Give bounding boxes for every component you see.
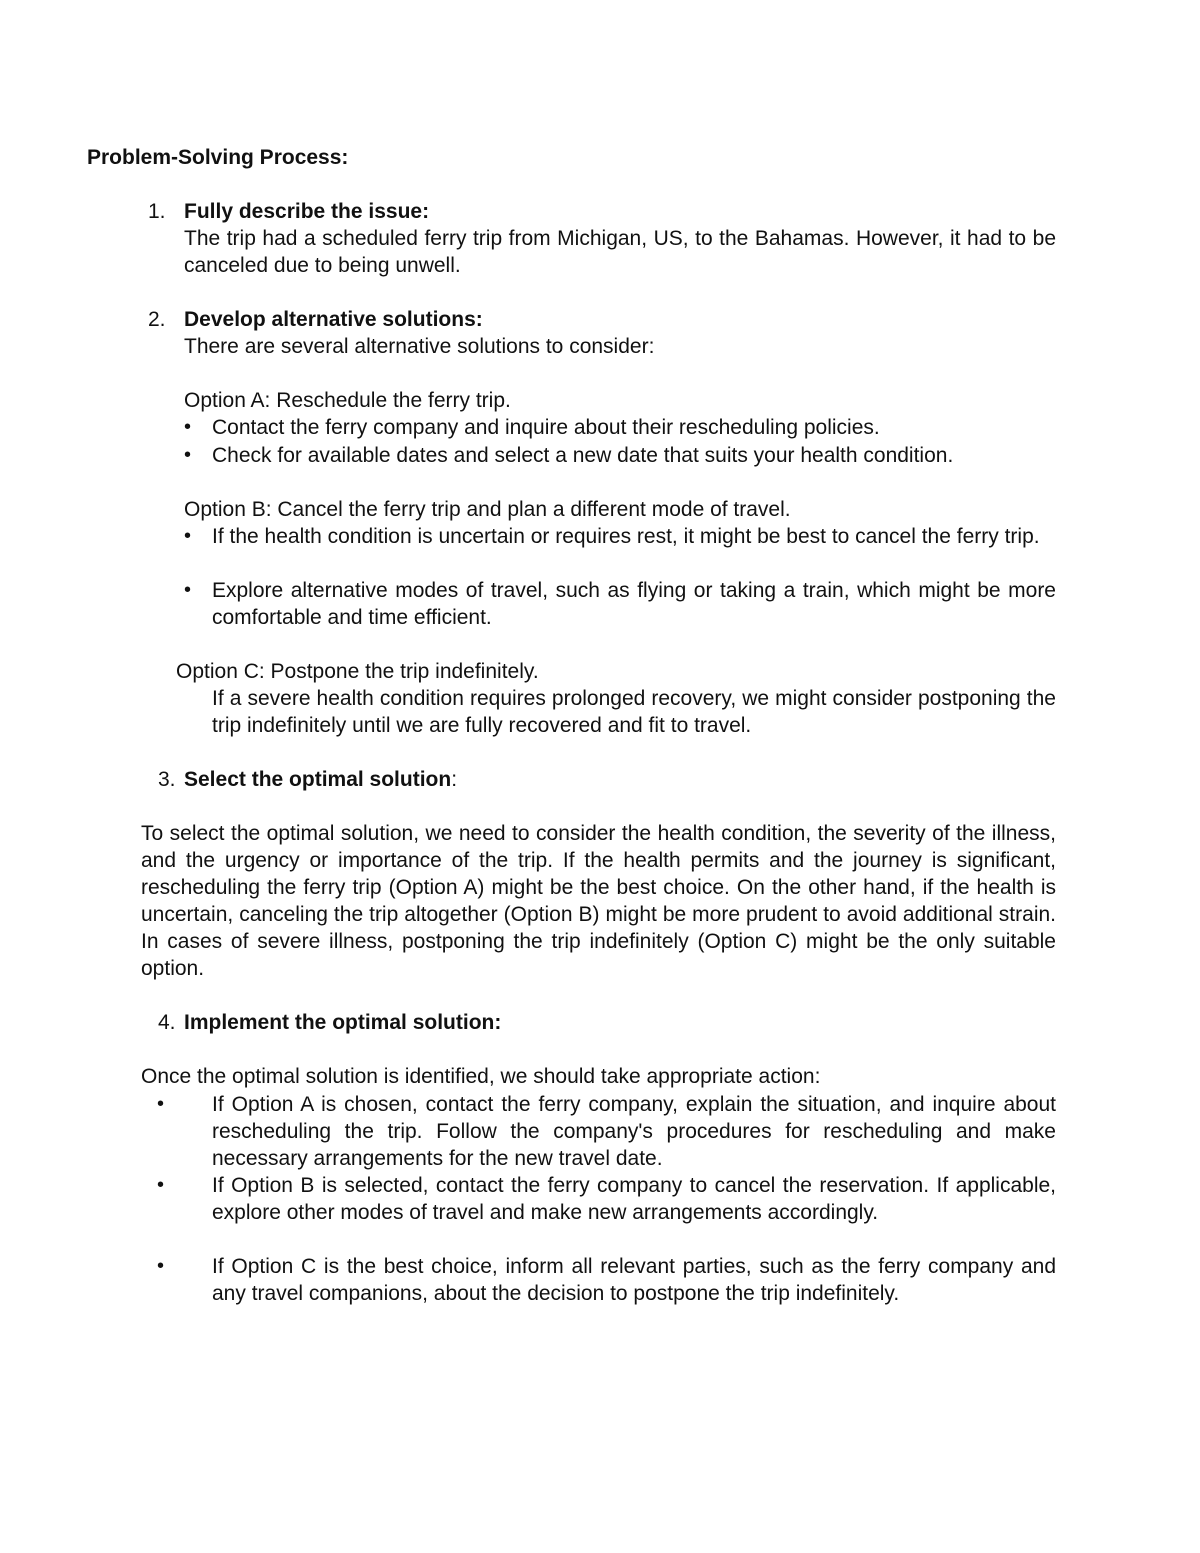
bullet-icon: • — [157, 1255, 165, 1277]
option-b-title: Option B: Cancel the ferry trip and plan a different mode of travel. — [184, 498, 791, 521]
option-c-text: If a severe health condition requires prolonged recovery, we might consider postponing the trip indefinitely until we are fully recovered and fit to travel. — [212, 687, 1056, 737]
section-4-intro: Once the optimal solution is identified, we should take appropriate action: — [141, 1065, 821, 1088]
option-b-bullet-1: If the health condition is uncertain or requires rest, it might be best to cancel the ferry trip. — [212, 525, 1040, 548]
bullet-icon: • — [184, 444, 192, 466]
bullet-icon: • — [184, 416, 192, 438]
section-2-number: 2. — [148, 308, 166, 331]
section-1-number: 1. — [148, 200, 166, 223]
section-2-heading: Develop alternative solutions: — [184, 308, 483, 331]
section-3-colon: : — [451, 768, 458, 791]
section-1-heading: Fully describe the issue: — [184, 200, 430, 223]
section-3-heading-line — [184, 766, 457, 793]
option-a-bullet-2: Check for available dates and select a new date that suits your health condition. — [212, 444, 954, 467]
option-c-title: Option C: Postpone the trip indefinitely. — [176, 660, 539, 683]
bullet-icon: • — [157, 1174, 165, 1196]
section-4-bullet-3: If Option C is the best choice, inform all relevant parties, such as the ferry company and any travel companions, about the decision to postpone the trip indefinitely. — [212, 1255, 1056, 1305]
section-4-number: 4. — [158, 1011, 176, 1034]
option-a-title: Option A: Reschedule the ferry trip. — [184, 389, 511, 412]
section-4-bullet-1: If Option A is chosen, contact the ferry company, explain the situation, and inquire about rescheduling the trip. Follow the company's procedures for rescheduling and make necessary arrangements for the new travel date. — [212, 1093, 1056, 1170]
section-3-heading: Select the optimal solution — [184, 768, 452, 791]
section-1-text: The trip had a scheduled ferry trip from Michigan, US, to the Bahamas. However, it had to be canceled due to being unwell. — [184, 227, 1056, 277]
section-4-heading: Implement the optimal solution: — [184, 1011, 502, 1034]
bullet-icon: • — [184, 579, 192, 601]
bullet-icon: • — [157, 1093, 165, 1115]
option-a-bullet-1: Contact the ferry company and inquire about their rescheduling policies. — [212, 416, 880, 439]
page-title: Problem-Solving Process: — [87, 146, 349, 169]
section-4-bullet-2: If Option B is selected, contact the ferry company to cancel the reservation. If applicable, explore other modes of travel and make new arrangements accordingly. — [212, 1174, 1056, 1224]
bullet-icon: • — [184, 525, 192, 547]
section-2-intro: There are several alternative solutions to consider: — [184, 335, 655, 358]
option-b-bullet-2: Explore alternative modes of travel, such as flying or taking a train, which might be more comfortable and time efficient. — [212, 579, 1056, 629]
section-3-number: 3. — [158, 768, 176, 791]
section-3-text: To select the optimal solution, we need to consider the health condition, the severity of the illness, and the urgency or importance of the trip. If the health permits and the journey is significant, rescheduling the ferry trip (Option A) might be the best choice. On the other hand, if the health is uncertain, canceling the trip altogether (Option B) might be more prudent to avoid additional strain. In cases of severe illness, postponing the trip indefinitely (Option C) might be the only suitable option. — [141, 822, 1056, 980]
